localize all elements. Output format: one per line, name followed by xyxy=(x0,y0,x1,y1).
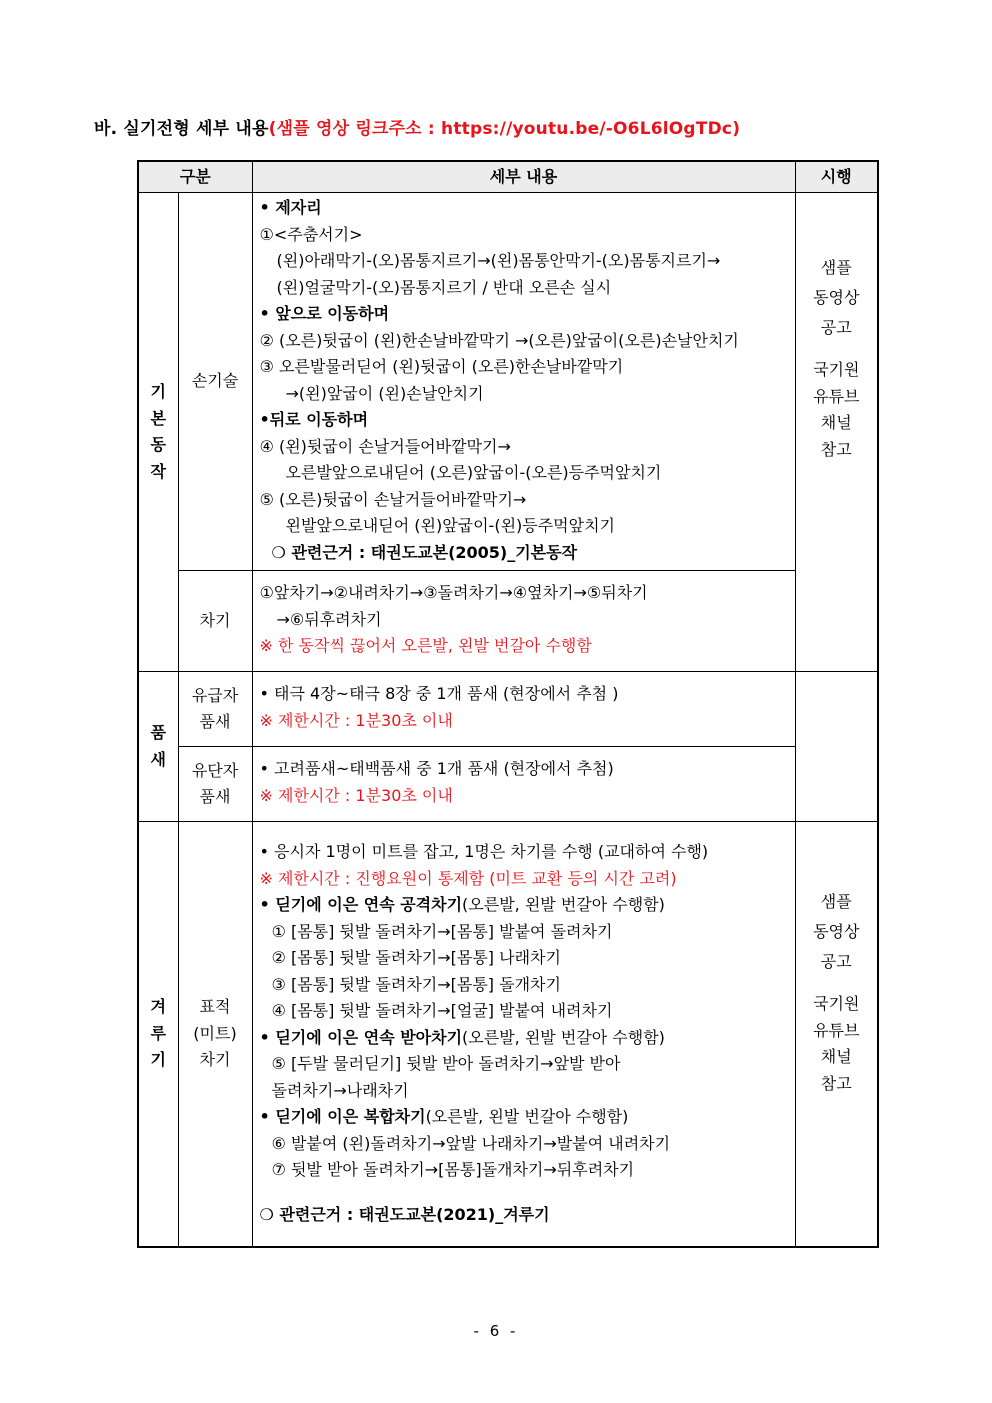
label-hand: 손기술 xyxy=(178,193,252,571)
sparring-content: • 응시자 1명이 미트를 잡고, 1명은 차기를 수행 (교대하여 수행) ※ 제한시간 : 진행요원이 통제함 (미트 교환 등의 시간 고려) • 딛기에 이은 연속 공격차기(오른발, 왼발 번갈아 수행함) ① [몸통] 뒷발 돌려차기→[몸통] 발붙여 돌려차기 ② [몸통] 뒷발 돌려차기→[몸통] 나래차기 ③ [몸통] 뒷발 돌려차기→[몸통] 돌개차기 ④ [몸통] 뒷발 돌려차기→[얼굴] 발붙여 내려차기 • 딛기에 이은 연속 받아차기(오른발, 왼발 번갈아 수행함) ⑤ [두발 물러딛기] 뒷발 받아 돌려차기→앞발 받아 돌려차기→나래차기 • 딛기에 이은 복합차기(오른발, 왼발 번갈아 수행함) ⑥ 발붙여 (왼)돌려차기→앞발 나래차기→발붙여 내려차기 ⑦ 뒷발 받아 돌려차기→[몸통]돌개차기→뒤후려차기 ❍ 관련근거 : 태권도교본(2021)_겨루기 xyxy=(252,822,795,1248)
table-header-row xyxy=(138,161,878,193)
label-dan-poomsae: 유단자 품새 xyxy=(178,747,252,822)
header-detail: 세부 내용 xyxy=(252,161,795,193)
practical-exam-table xyxy=(137,160,879,1248)
section-heading xyxy=(94,114,740,139)
table-row xyxy=(138,672,878,747)
page-number: - 6 - xyxy=(473,1322,519,1340)
poomsae-execution-empty-2 xyxy=(795,747,878,822)
group-sparring: 겨 루 기 xyxy=(138,822,178,1248)
group-poomsae: 품 새 xyxy=(138,672,178,822)
label-target-kick: 표적 (미트) 차기 xyxy=(178,822,252,1248)
sparring-execution: 샘플 동영상 공고 국기원 유튜브 채널 참고 xyxy=(795,822,878,1248)
label-kick: 차기 xyxy=(178,571,252,672)
table-row xyxy=(138,822,878,1248)
group-basic: 기 본 동 작 xyxy=(138,193,178,672)
hand-content: • 제자리 ①<주춤서기> (왼)아래막기-(오)몸통지르기→(왼)몸통안막기-(오)몸통지르기→ (왼)얼굴막기-(오)몸통지르기 / 반대 오른손 실시 • 앞으로 이동하며 ② (오른)뒷굽이 (왼)한손날바깥막기 →(오른)앞굽이(오른)손날안치기 ③ 오른발물러딛어 (왼)뒷굽이 (오른)한손날바깥막기 →(왼)앞굽이 (왼)손날안치기 •뒤로 이동하며 ④ (왼)뒷굽이 손날거들어바깥막기→ 오른발앞으로내딛어 (오른)앞굽이-(오른)등주먹앞치기 ⑤ (오른)뒷굽이 손날거들어바깥막기→ 왼발앞으로내딛어 (왼)앞굽이-(왼)등주먹앞치기 ❍ 관련근거 : 태권도교본(2005)_기본동작 xyxy=(252,193,795,571)
sample-link[interactable]: (샘플 영상 링크주소 : https://youtu.be/-O6L6lOgTDc) xyxy=(268,119,741,139)
poomsae-execution-empty xyxy=(795,672,878,747)
kick-content: ①앞차기→②내려차기→③돌려차기→④옆차기→⑤뒤차기 →⑥뒤후려차기 ※ 한 동작씩 끊어서 오른발, 왼발 번갈아 수행함 xyxy=(252,571,795,672)
dan-poomsae-content: • 고려품새~태백품새 중 1개 품새 (현장에서 추첨) ※ 제한시간 : 1분30초 이내 xyxy=(252,747,795,822)
section-title: 바. 실기전형 세부 내용 xyxy=(94,119,269,139)
header-execution: 시행 xyxy=(795,161,878,193)
table-row xyxy=(138,193,878,571)
table-row xyxy=(138,747,878,822)
basic-execution: 샘플 동영상 공고 국기원 유튜브 채널 참고 xyxy=(795,193,878,672)
label-kup-poomsae: 유급자 품새 xyxy=(178,672,252,747)
header-category: 구분 xyxy=(138,161,252,193)
kup-poomsae-content: • 태극 4장~태극 8장 중 1개 품새 (현장에서 추첨 ) ※ 제한시간 : 1분30초 이내 xyxy=(252,672,795,747)
table-row xyxy=(138,571,878,672)
